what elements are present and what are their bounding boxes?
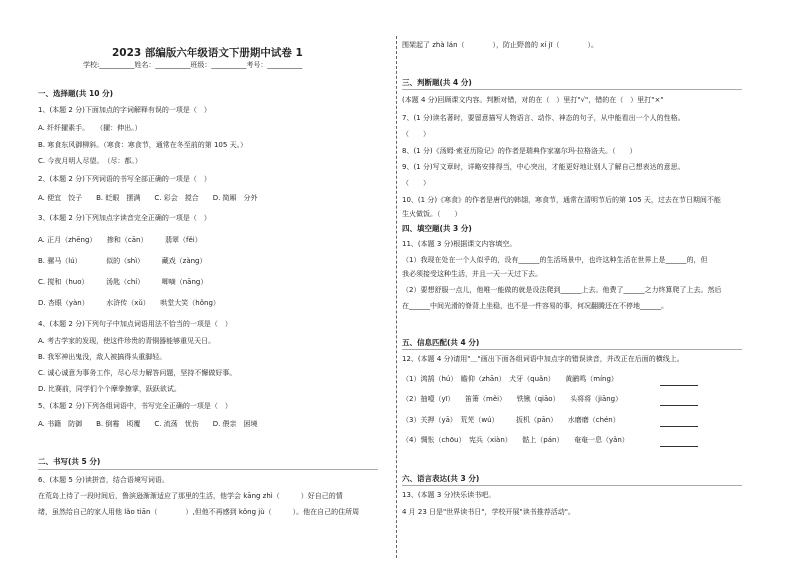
q4-option-a: A. 考古学家的发现，使这件珍贵的青铜器能够重见天日。 xyxy=(38,337,216,345)
section-expression-heading: 六、语言表达(共 3 分) xyxy=(402,474,480,483)
question-13: 13、(本题 3 分)快乐读书吧。 xyxy=(402,491,496,499)
q12-group-3: （3）关押（yā） 荒芜（wú） 扳机（pān） 水磨磨（chén） xyxy=(402,416,620,424)
question-10: 10、(1 分)《寒食》的作者是唐代的韩翃，寒食节，通常在清明节后的第 105 天，过去在节日期间不能 xyxy=(402,196,721,204)
q13-prompt: 4 月 23 日是"世界读书日"，学校开展"读书推荐活动"。 xyxy=(402,508,575,516)
q1-option-a: A. 纤纤擢素手。 （擢：伸出。） xyxy=(38,124,142,132)
q12-answer-line-2[interactable] xyxy=(660,398,698,406)
q12-group-1: （1）鸿鹄（hú） 瞻仰（zhān） 犬牙（quǎn） 黄鹂鸣（míng） xyxy=(402,375,618,383)
q4-option-d: D. 比赛前，同学们个个摩拳擦掌，跃跃欲试。 xyxy=(38,385,181,393)
q3-option-c: C. 搅和（huo） 汤匙（chí） 唧嘀（nāng） xyxy=(38,278,208,286)
q5-options: A. 书籍 防御 B. 倒霉 顷覆 C. 流荡 忧伤 D. 偎亲 困境 xyxy=(38,420,258,428)
page-title: 2023 部编版六年级语文下册期中试卷 1 xyxy=(112,47,303,59)
question-7-paren: （ ） xyxy=(402,130,430,138)
q6-passage-line-1: 在荒岛上待了一段时间后，鲁滨逊渐渐适应了那里的生活，他学会 kāng zhì（ ）好自己的情 xyxy=(38,492,343,500)
q11-part2-line2: 在______中间光滑的脊背上坐稳，也不是一件容易的事，何况翻腾还在不停地______。 xyxy=(402,302,668,310)
q3-option-d: D. 杏眼（yàn） 水浒传（xǔ） 哄堂大笑（hǒng） xyxy=(38,299,220,307)
q11-part1-line2: 我必须接受这种生活，并且一天一天过下去。 xyxy=(402,270,542,278)
q3-option-a: A. 正月（zhēng） 掺和（cān） 翡翠（fěi） xyxy=(38,236,202,244)
question-1: 1、(本题 2 分)下面加点的字词解释有误的一项是（ ） xyxy=(38,106,211,114)
section-matching-rule xyxy=(402,349,742,350)
section-fill-heading: 四、填空题(共 3 分) xyxy=(402,224,472,233)
q11-part1-line1: （1）我现在处在一个人似乎的，设有______的生活场景中，也许这种生活在世界上是______的，但 xyxy=(402,256,708,264)
column-divider xyxy=(396,36,397,558)
q12-answer-line-1[interactable] xyxy=(660,378,698,386)
question-3: 3、(本题 2 分)下列加点字读音完全正确的一项是（ ） xyxy=(38,214,211,222)
section-judgement-heading: 三、判断题(共 4 分) xyxy=(402,78,472,87)
q4-option-c: C. 诚心诚意为事务工作，尽心尽力解答问题，坚持不懈做好事。 xyxy=(38,369,237,377)
q1-option-b: B. 寒食东风御柳斜。（寒食：寒食节，通常在冬至前的第 105 天。） xyxy=(38,141,248,149)
section-writing-rule xyxy=(38,469,378,470)
section-writing-heading: 二、书写(共 5 分) xyxy=(38,457,101,466)
section-expression-rule xyxy=(402,485,742,486)
q2-options: A. 便宜 饺子 B. 眨眼 摆满 C. 彩会 搅合 D. 简厢 分外 xyxy=(38,194,258,202)
question-9: 9、(1 分)写文章时，详略安排得当，中心突出，才能更好地让别人了解自己想表达的意思。 xyxy=(402,163,685,171)
student-info: 学校:__________姓名：__________班级：__________考号：__________ xyxy=(83,61,303,69)
q12-group-2: （2）抽噎（yī） 笛箫（měi） 铁锹（qiāo） 头将将（jiāng） xyxy=(402,395,623,403)
question-10-cont: 生火做饭。（ ） xyxy=(402,210,462,218)
q1-option-c: C. 今夜月明人尽望。 （尽：都。） xyxy=(38,157,142,165)
question-5: 5、(本题 2 分)下列各组词语中，书写完全正确的一项是（ ） xyxy=(38,402,232,410)
question-12: 12、(本题 4 分)请用"＿"画出下面各组词语中加点字的错误读音，并改正在后面的横线上。 xyxy=(402,355,684,363)
q12-group-4: （4）惆怅（chōu） 宪兵（xiàn） 骷上（pán） 奄奄一息（yǎn） xyxy=(402,436,629,444)
question-7: 7、(1 分)读名著时，要留意描写人物语言、动作、神态的句子，从中能看出一个人的性格。 xyxy=(402,114,685,122)
question-4: 4、(本题 2 分)下列句子中加点词语用法不恰当的一项是（ ） xyxy=(38,320,232,328)
q6-passage-line-2: 绪，虽然给自己的家人用他 lǎo tiān（ ）,但他不再感到 kǒng jù（ ）。他在自己的住所周 xyxy=(38,508,360,516)
judgement-intro: (本题 4 分)回顾课文内容。判断对错，对的在（ ）里打"√"，错的在（ ）里打"×" xyxy=(402,96,664,104)
q3-option-b: B. 骡马（lú） 似的（shì） 藏戏（zàng） xyxy=(38,257,207,265)
q11-part2-line1: （2）要想舒服一点儿，他唯一能做的就是设法爬到______上去。他费了______之力终算爬了上去。然后 xyxy=(402,286,722,294)
q6-passage-continued: 围架起了 zhà lán（ ），防止野兽的 xí jī（ ）。 xyxy=(402,41,598,49)
q12-answer-line-4[interactable] xyxy=(660,439,698,447)
question-11: 11、(本题 3 分)根据课文内容填空。 xyxy=(402,240,517,248)
question-6: 6、(本题 5 分)读拼音，结合语境写词语。 xyxy=(38,476,169,484)
section-judgement-rule xyxy=(402,89,742,90)
question-2: 2、(本题 2 分)下列词语的书写全部正确的一项是（ ） xyxy=(38,175,211,183)
question-9-paren: （ ） xyxy=(402,179,430,187)
section-choice-heading: 一、选择题(共 10 分) xyxy=(38,89,114,98)
q12-answer-line-3[interactable] xyxy=(660,419,698,427)
q4-option-b: B. 我军神出鬼没，敌人被搞得头重脚轻。 xyxy=(38,353,167,361)
question-8: 8、(1 分)《汤姆·索亚历险记》的作者是瑞典作家塞尔玛·拉格洛夫。（ ） xyxy=(402,147,637,155)
section-matching-heading: 五、信息匹配(共 4 分) xyxy=(402,338,480,347)
